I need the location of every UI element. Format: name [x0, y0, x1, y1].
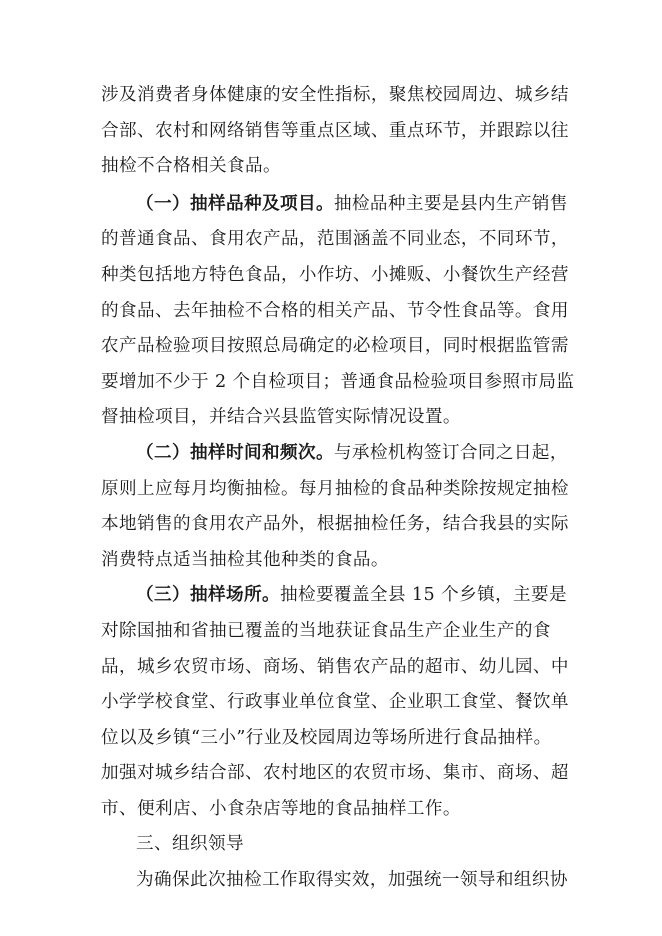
text-line: 小学学校食堂、行政事业单位食堂、企业职工食堂、餐饮单 — [101, 692, 569, 713]
section-heading — [101, 827, 567, 863]
text-fragment: 与承检机构签订合同之日起， — [333, 442, 568, 463]
subheading-sampling-varieties: （一）抽样品种及项目。 — [136, 193, 334, 214]
text-fragment: 抽检要覆盖全县 15 个乡镇，主要是 — [279, 585, 568, 606]
text-line: 督抽检项目，并结合兴县监管实际情况设置。 — [101, 407, 461, 428]
text-line: 加强对城乡结合部、农村地区的农贸市场、集市、商场、超 — [101, 763, 569, 784]
text-line — [101, 578, 567, 614]
section-title-organization: 三、组织领导 — [136, 834, 244, 855]
text-line: 市、便利店、小食杂店等地的食品抽样工作。 — [101, 798, 461, 819]
text-line: 种类包括地方特色食品，小作坊、小摊贩、小餐饮生产经营 — [101, 264, 569, 285]
text-line: 原则上应每月均衡抽检。每月抽检的食品种类除按规定抽检 — [101, 478, 569, 499]
paragraph-sampling-places — [101, 578, 567, 827]
text-line: 合部、农村和网络销售等重点区域、重点环节，并跟踪以往 — [101, 120, 569, 141]
text-line: 抽检不合格相关食品。 — [101, 156, 281, 177]
text-line: 农产品检验项目按照总局确定的必检项目，同时根据监管需 — [101, 336, 569, 357]
paragraph-sampling-varieties — [101, 187, 575, 436]
text-fragment: 抽检品种主要是县内生产销售 — [333, 193, 568, 214]
text-line — [101, 187, 567, 223]
text-line: 对除国抽和省抽已覆盖的当地获证食品生产企业生产的食 — [101, 620, 551, 641]
paragraph-sampling-time — [101, 436, 567, 578]
text-line: 的普通食品、食用农产品，范围涵盖不同业态，不同环节， — [101, 229, 569, 250]
document-page — [101, 78, 575, 899]
subheading-sampling-places: （三）抽样场所。 — [136, 585, 280, 606]
text-line: 品，城乡农贸市场、商场、销售农产品的超市、幼儿园、中 — [101, 656, 569, 677]
paragraph-scope — [101, 78, 567, 185]
subheading-sampling-time: （二）抽样时间和频次。 — [136, 442, 334, 463]
text-line: 本地销售的食用农产品外，根据抽检任务，结合我县的实际 — [101, 514, 569, 535]
paragraph-organization — [101, 863, 567, 899]
text-line: 的食品、去年抽检不合格的相关产品、节令性食品等。食用 — [101, 300, 569, 321]
text-line: 为确保此次抽检工作取得实效，加强统一领导和组织协 — [136, 870, 568, 891]
text-line: 消费特点适当抽检其他种类的食品。 — [101, 549, 389, 570]
text-line: 涉及消费者身体健康的安全性指标，聚焦校园周边、城乡结 — [101, 85, 569, 105]
text-line — [101, 436, 567, 472]
text-line: 要增加不少于 2 个自检项目；普通食品检验项目参照市局监 — [101, 371, 575, 392]
text-line: 位以及乡镇“三小”行业及校园周边等场所进行食品抽样。 — [101, 727, 552, 748]
